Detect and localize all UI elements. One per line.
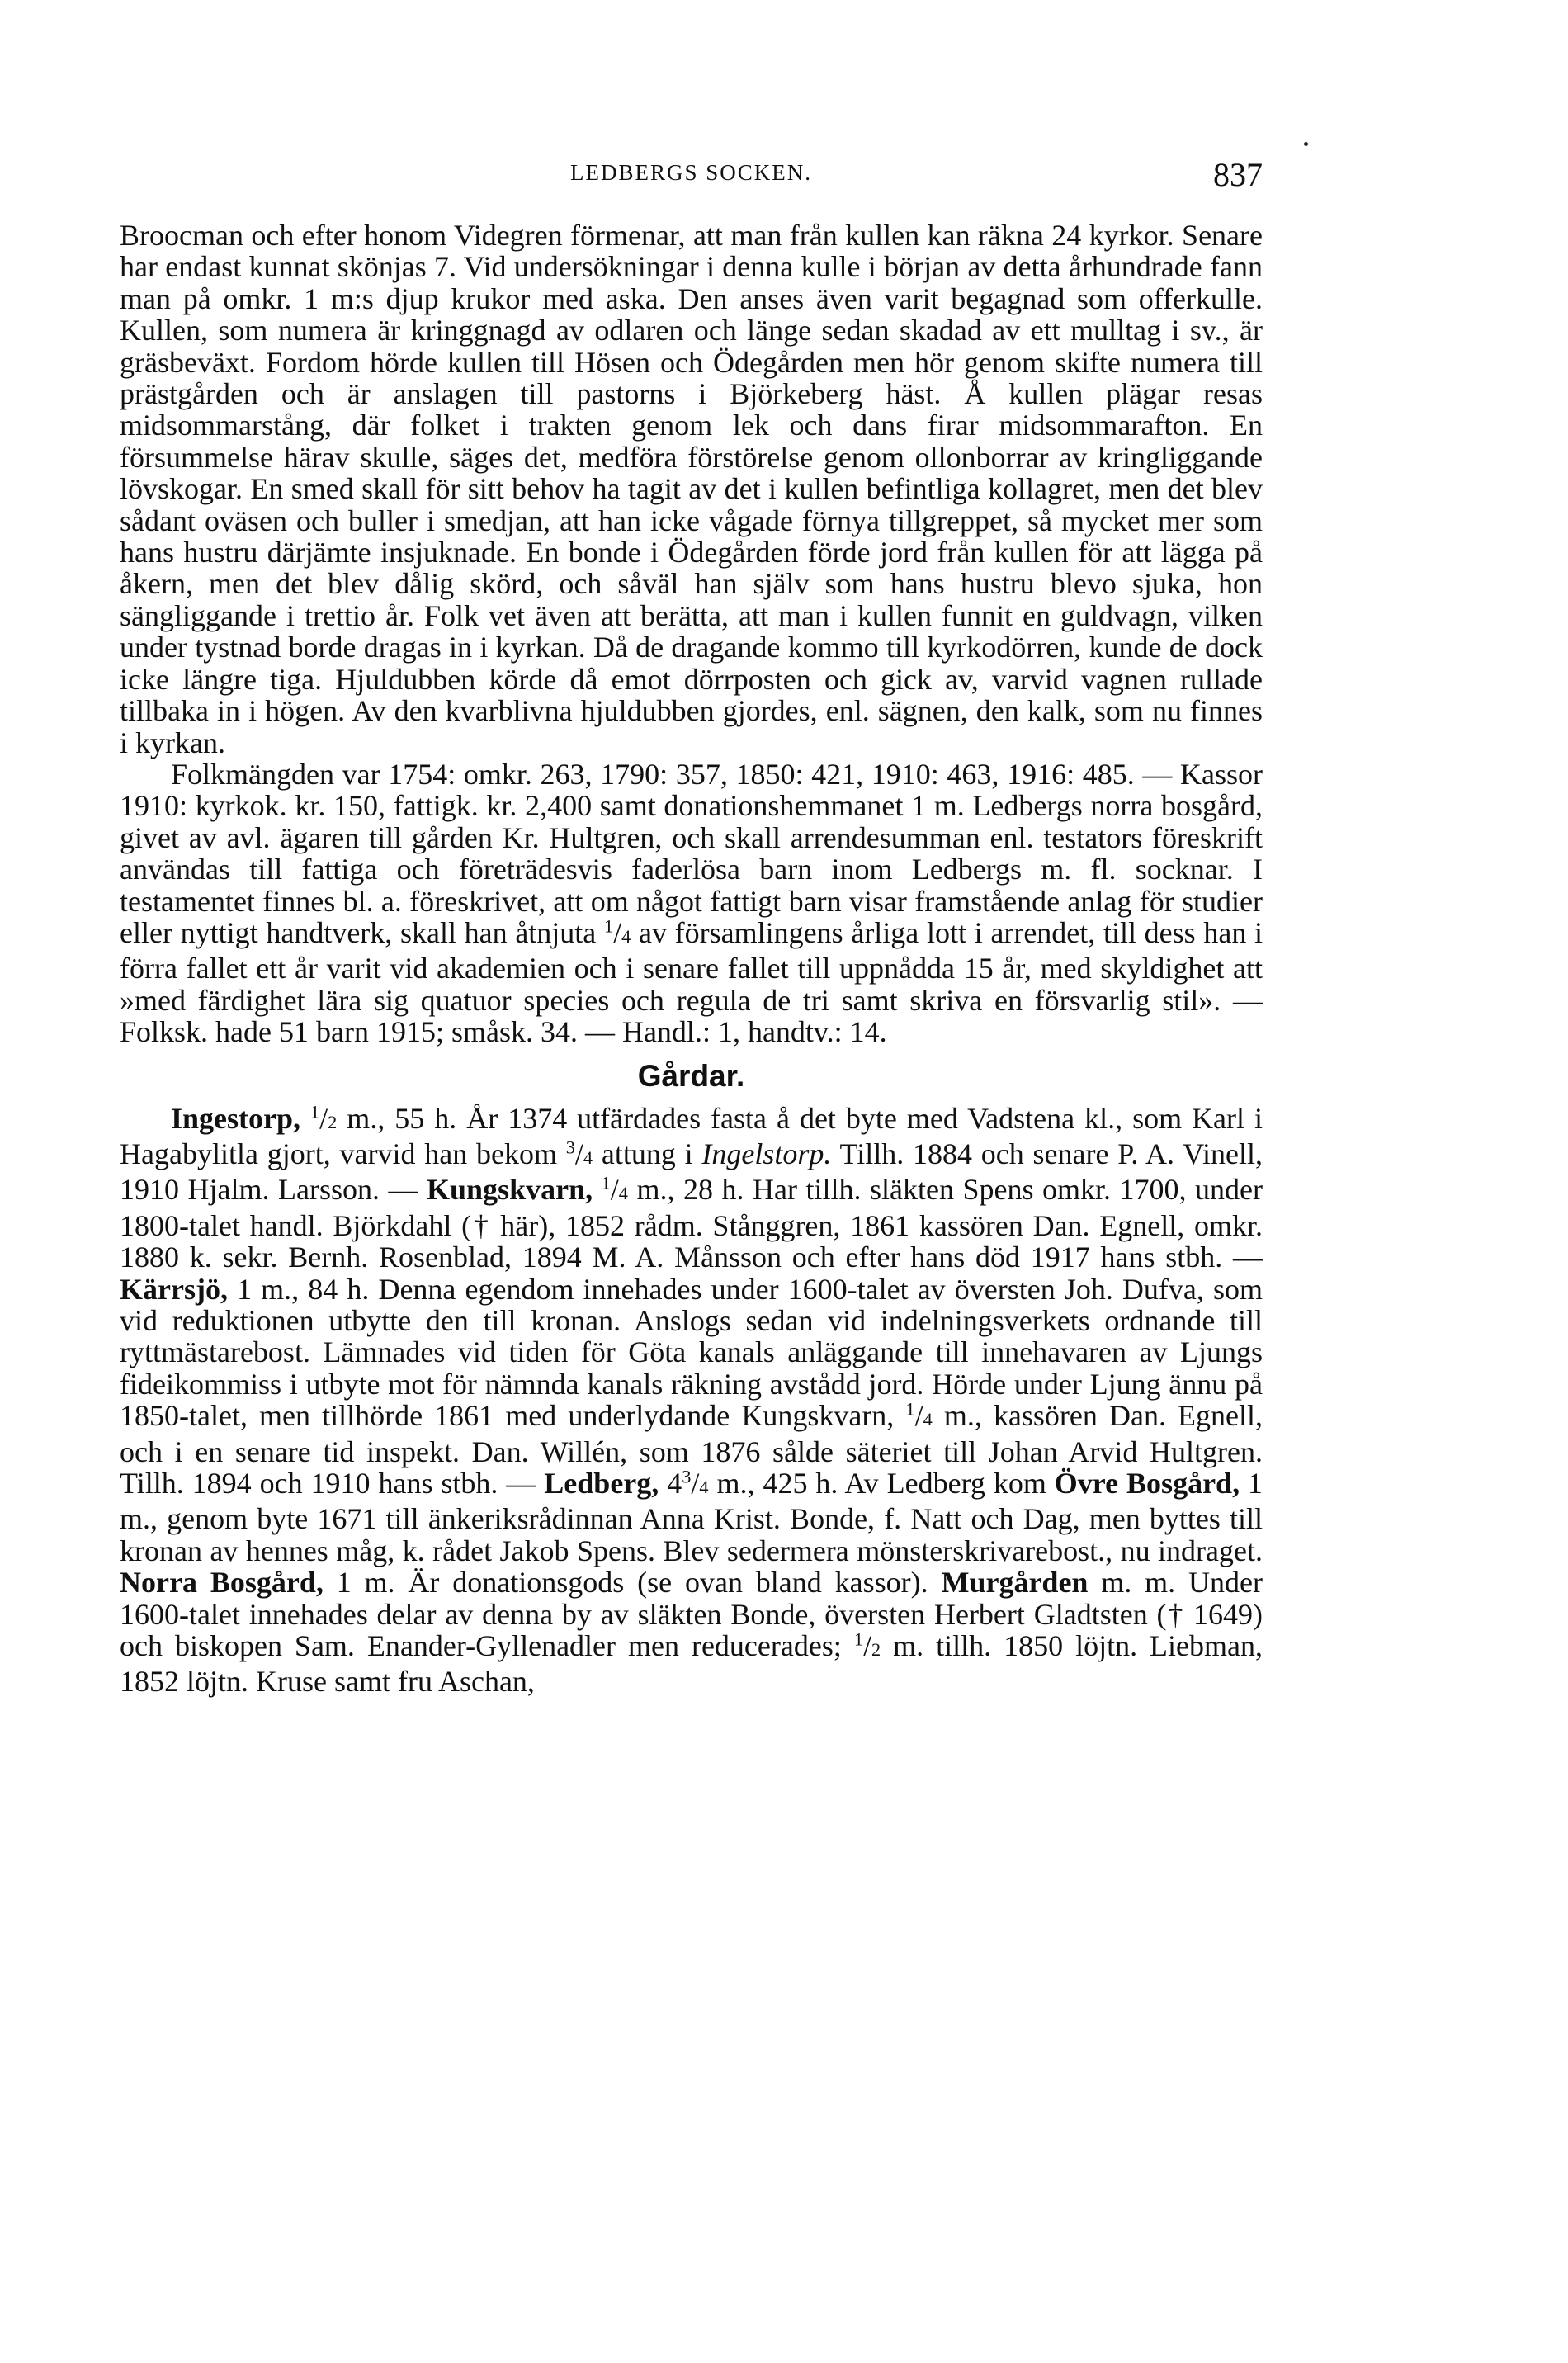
estate-name-kungskvarn: Kungskvarn, — [427, 1173, 593, 1207]
paragraph-text: m., 28 h. Har tillh. släkten Spens omkr. 1700, under 1800-talet handl. Björkdahl († här), 1852 rådm. Stånggren, 1861 kassören Dan. Egnell, omkr. 1880 k. sekr. Bernh. Rosenblad, 1894 M. A. Månsson och efter hans död 1917 hans stbh. — — [120, 1173, 1263, 1274]
paragraph-text: m. m. Under 1600-talet innehades delar av denna by av släkten Bonde, översten Herbert Gladtsten († 1649) och biskopen Sam. Enander-Gyllenadler men reducerades; — [120, 1566, 1263, 1663]
paragraph-text: attung i — [593, 1137, 702, 1170]
place-name-ingelstorp: Ingelstorp. — [701, 1137, 832, 1170]
paragraph-text: Broocman och efter honom Videgren förmenar, att man från kullen kan räkna 24 kyrkor. Senare har endast kunnat skönjas 7. Vid undersökningar i denna kulle i början av detta århundrade fann man på omkr. 1 m:s djup krukor med aska. Den anses även varit begagnad som offerkulle. Kullen, som numera är kringgnagd av odlaren och länge sedan skadad av ett mulltag i sv., är gräsbeväxt. Fordom hörde kullen till Hösen och Ödegården men hör genom skifte numera till prästgården och är anslagen till pastorns i Björkeberg häst. Å kullen plägar resas midsommarstång, där folket i trakten genom lek och dans firar midsommarafton. En försummelse härav skulle, säges det, medföra förstörelse genom ollonborrar av kringliggande lövskogar. En smed skall för sitt behov ha tagit av det i kullen befintliga kollagret, men det blev sådant oväsen och buller i smedjan, att han icke vågade förnya tillgreppet, så mycket mer som hans hustru därjämte insjuknade. En bonde i Ödegården förde jord från kullen för att lägga på åkern, men det blev dålig skörd, och såväl han själv som hans hustru blevo sjuka, hon sängliggande i trettio år. Folk vet även att berätta, att man i kullen funnit en guldvagn, vilken under tystnad borde dragas in i kyrkan. Då de dragande kommo till kyrkodörren, kunde de dock icke längre tiga. Hjuldubben körde då emot dörrposten och gick av, varvid vagnen rullade tillbaka in i högen. Av den kvarblivna hjuldubben gjordes, enl. sägnen, den kalk, som nu finnes i kyrkan. — [120, 219, 1263, 759]
fraction: $^1$/4 — [905, 1398, 933, 1433]
fraction: $^3$/4 — [682, 1466, 709, 1501]
print-speck — [1304, 142, 1308, 146]
paragraph-text: 1 m. Är donationsgods (se ovan bland kassor). — [323, 1566, 942, 1600]
estate-name-ingestorp: Ingestorp, — [171, 1101, 301, 1135]
page-number: 837 — [1213, 156, 1263, 193]
estate-name-ovre-bosgard: Övre Bosgård, — [1054, 1467, 1240, 1501]
paragraph-text: m., kassören Dan. Egnell, och i en senare tid inspekt. Dan. Willén, som 1876 sålde säteriet till Johan Arvid Hultgren. Tillh. 1894 och 1910 hans stbh. — — [120, 1399, 1263, 1501]
estate-name-norra-bosgard: Norra Bosgård, — [120, 1566, 324, 1600]
section-heading: Gårdar. — [637, 1058, 745, 1093]
fraction: $^1$/2 — [853, 1628, 881, 1663]
paragraph-text: m. tillh. 1850 löjtn. Liebman, 1852 löjtn. Kruse samt fru Aschan, — [120, 1629, 1263, 1699]
paragraph-text: 1 m., genom byte 1671 till änkeriksrådinnan Anna Krist. Bonde, f. Natt och Dag, men byttes till kronan av hennes måg, k. rådet Jakob Spens. Blev sedermera mönsterskrivarebost., nu indraget. — [120, 1467, 1263, 1567]
estate-name-ledberg: Ledberg, — [544, 1467, 659, 1501]
estate-name-murgarden: Murgården — [941, 1566, 1089, 1600]
paragraph-text: 1 m., 84 h. Denna egendom innehades under 1600-talet av översten Joh. Dufva, som vid reduktionen utbytte den till kronan. Anslogs sedan vid indelningsverkets ordnande till ryttmästarebost. Lämnades vid tiden för Göta kanals anläggande till innehavaren av Ljungs fideikommiss i utbyte mot för nämnda kanals räkning avstådd jord. Hörde under Ljung ännu på 1850-talet, men tillhörde 1861 med underlydande Kungskvarn, — [120, 1272, 1263, 1433]
paragraph-text: m., 425 h. Av Ledberg kom — [708, 1467, 1055, 1501]
paragraph-kullen-legend — [120, 220, 1263, 759]
paragraph-text: av församlingens årliga lott i arrendet, till dess han i förra fallet ett år varit vid akademien och i senare fallet till uppnådda 15 år, med skyldighet att »med färdighet lära sig quatuor species och regula de tri samt skriva en försvarlig stil». — Folksk. hade 51 barn 1915; småsk. 34. — Handl.: 1, handtv.: 14. — [120, 915, 1263, 1049]
body-text — [120, 220, 1263, 1698]
fraction: $^1$/2 — [310, 1101, 338, 1135]
paragraph-estates — [120, 1103, 1263, 1698]
paragraph-text: m., 55 h. År 1374 utfärdades fasta å det byte med Vadstena kl., som Karl i Hagabylitla gjort, varvid han bekom — [120, 1101, 1263, 1170]
fraction: $^1$/4 — [604, 915, 631, 949]
paragraph-population-funds — [120, 759, 1263, 1048]
running-title: LEDBERGS SOCKEN. — [569, 160, 813, 185]
paragraph-text: 4 — [659, 1467, 682, 1501]
paragraph-text: Folkmängden var 1754: omkr. 263, 1790: 357, 1850: 421, 1910: 463, 1916: 485. — Kassor 1910: kyrkok. kr. 150, fattigk. kr. 2,400 samt donationshemmanet 1 m. Ledbergs norra bosgård, givet av avl. ägaren till gården Kr. Hultgren, och skall arrendesumman enl. testators föreskrift användas till fattiga och företrädesvis faderlösa barn inom Ledbergs m. fl. socknar. I testamentet finnes bl. a. föreskrivet, att om något fattigt barn visar framstående anlag för studier eller nyttigt handtverk, skall han åtnjuta — [120, 757, 1263, 949]
estate-name-karrsjo: Kärrsjö, — [120, 1272, 228, 1306]
page-header — [120, 156, 1263, 200]
paragraph-text: Tillh. 1884 och senare P. A. Vinell, 1910 Hjalm. Larsson. — — [120, 1137, 1263, 1207]
fraction: $^3$/4 — [565, 1137, 593, 1170]
fraction: $^1$/4 — [601, 1173, 628, 1207]
